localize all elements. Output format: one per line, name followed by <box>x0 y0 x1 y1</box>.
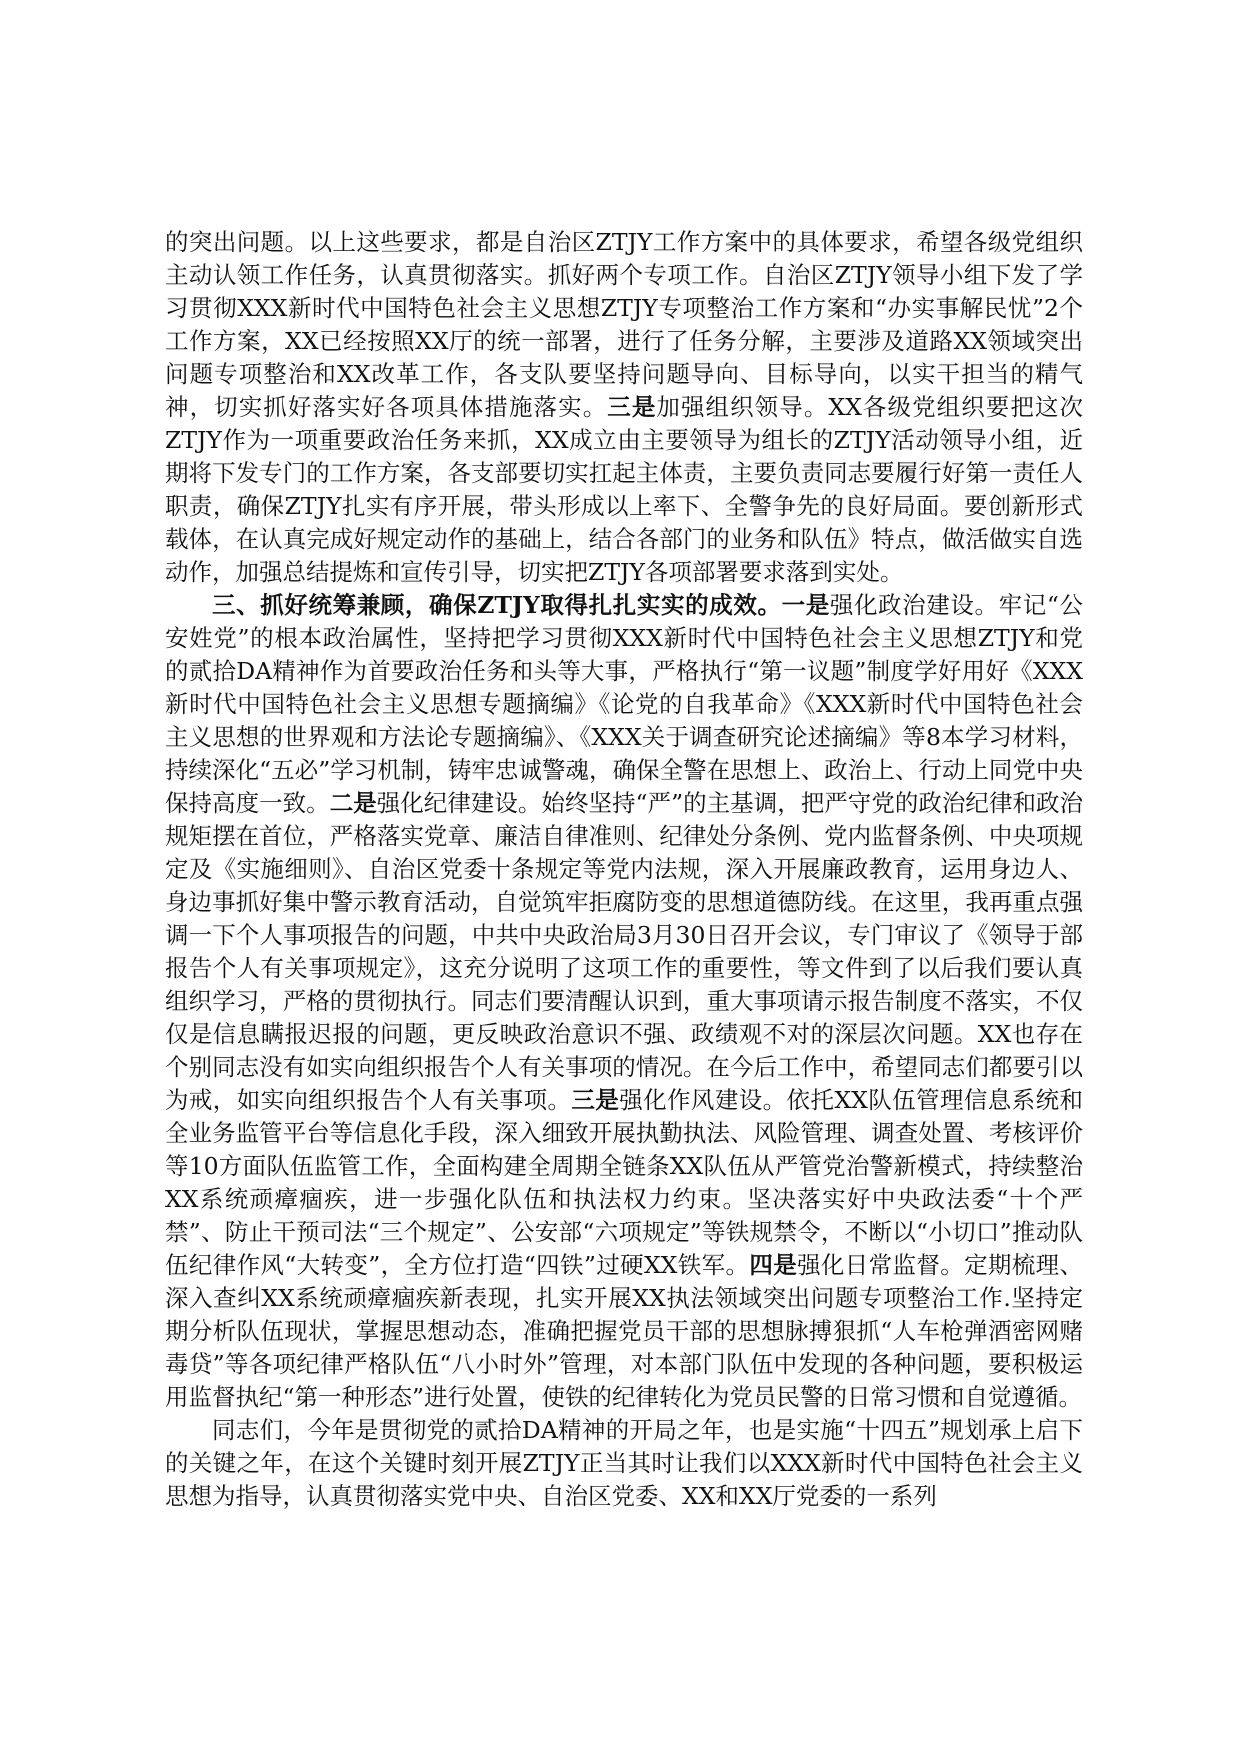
bold-run: 三是 <box>571 1086 620 1114</box>
paragraph-section-three <box>165 589 1083 1414</box>
paragraph-continuation <box>165 226 1083 589</box>
bold-run: 二是 <box>329 789 377 817</box>
bold-run: 三是 <box>607 393 657 421</box>
text-run: 强化日常监督。定期梳理、深入查纠XX系统顽瘴痼疾新表现，扎实开展XX执法领域突出问题专项整治工作.坚持定期分析队伍现状，掌握思想动态，准确把握党员干部的思想脉搏狠抓“人车枪弹酒密网赌毒贷”等各项纪律严格队伍“八小时外”管理，对本部门队伍中发现的各种问题，要积极运用监督执纪“第一种形态”进行处置，使铁的纪律转化为党员民警的日常习惯和自觉遵循。 <box>165 1251 1084 1411</box>
bold-run: 三、抓好统筹兼顾，确保ZTJY取得扎扎实实的成效。一是 <box>212 591 830 619</box>
paragraph-closing <box>165 1414 1083 1513</box>
bold-run: 四是 <box>749 1251 798 1279</box>
text-run: 强化作风建设。依托XX队伍管理信息系统和全业务监管平台等信息化手段，深入细致开展执勤执法、风险管理、调查处置、考核评价等10方面队伍监管工作，全面构建全周期全链条XX队伍从严管党治警新模式，持续整治XX系统顽瘴痼疾，进一步强化队伍和执法权力约束。坚决落实好中央政法委“十个严禁”、防止干预司法“三个规定”、公安部“六项规定”等铁规禁令，不断以“小切口”推动队伍纪律作风“大转变”，全方位打造“四铁”过硬XX铁军。 <box>165 1086 1083 1279</box>
document-body <box>165 226 1083 1513</box>
text-run: 强化政治建设。牢记“公安姓党”的根本政治属性，坚持把学习贯彻XXX新时代中国特色社会主义思想ZTJY和党的贰拾DA精神作为首要政治任务和头等大事，严格执行“第一议题”制度学好用好《XXX新时代中国特色社会主义思想专题摘编》《论党的自我革命》《XXX新时代中国特色社会主义思想的世界观和方法论专题摘编》、《XXX关于调查研究论述摘编》等8本学习材料，持续深化“五必”学习机制，铸牢忠诚警魂，确保全警在思想上、政治上、行动上同党中央保持高度一致。 <box>165 591 1084 817</box>
text-run: 的突出问题。以上这些要求，都是自治区ZTJY工作方案中的具体要求，希望各级党组织主动认领工作任务，认真贯彻落实。抓好两个专项工作。自治区ZTJY领导小组下发了学习贯彻XXX新时代中国特色社会主义思想ZTJY专项整治工作方案和“办实事解民忧”2个工作方案，XX已经按照XX厅的统一部署，进行了任务分解，主要涉及道路XX领域突出问题专项整治和XX改革工作，各支队要坚持问题导向、目标导向，以实干担当的精气神，切实抓好落实好各项具体措施落实。 <box>165 228 1083 421</box>
text-run: 强化纪律建设。始终坚持“严”的主基调，把严守党的政治纪律和政治规矩摆在首位，严格落实党章、廉洁自律准则、纪律处分条例、党内监督条例、中央项规定及《实施细则》、自治区党委十条规定等党内法规，深入开展廉政教育，运用身边人、身边事抓好集中警示教育活动，自觉筑牢拒腐防变的思想道德防线。在这里，我再重点强调一下个人事项报告的问题，中共中央政治局3月30日召开会议，专门审议了《领导于部报告个人有关事项规定》，这充分说明了这项工作的重要性，等文件到了以后我们要认真组织学习，严格的贯彻执行。同志们要清醒认识到，重大事项请示报告制度不落实，不仅仅是信息瞒报迟报的问题，更反映政治意识不强、政绩观不对的深层次问题。XX也存在个别同志没有如实向组织报告个人有关事项的情况。在今后工作中，希望同志们都要引以为戒，如实向组织报告个人有关事项。 <box>165 789 1084 1114</box>
text-run: 同志们，今年是贯彻党的贰拾DA精神的开局之年，也是实施“十四五”规划承上启下的关键之年，在这个关键时刻开展ZTJY正当其时让我们以XXX新时代中国特色社会主义思想为指导，认真贯彻落实党中央、自治区党委、XX和XX厅党委的一系列 <box>165 1416 1083 1510</box>
text-run: 加强组织领导。XX各级党组织要把这次ZTJY作为一项重要政治任务来抓，XX成立由主要领导为组长的ZTJY活动领导小组，近期将下发专门的工作方案，各支部要切实扛起主体责，主要负责同志要履行好第一责任人职责，确保ZTJY扎实有序开展，带头形成以上率下、全警争先的良好局面。要创新形式载体，在认真完成好规定动作的基础上，结合各部门的业务和队伍》特点，做活做实自选动作，加强总结提炼和宣传引导，切实把ZTJY各项部署要求落到实处。 <box>165 393 1083 586</box>
